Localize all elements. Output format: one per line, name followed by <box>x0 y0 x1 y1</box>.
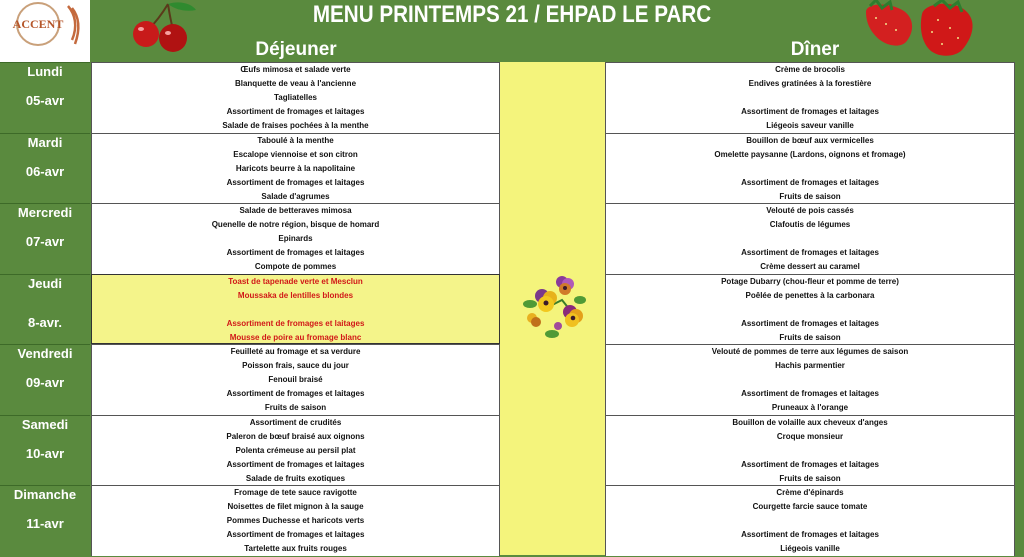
lunch-cell <box>91 62 500 133</box>
day-name: Samedi <box>21 416 69 432</box>
dinner-dish: Poêlée de penettes à la carbonara <box>745 290 875 300</box>
dinner-dish: Hachis parmentier <box>775 361 845 371</box>
lunch-dish: Polenta crémeuse au persil plat <box>235 445 356 455</box>
lunch-dish: Poisson frais, sauce du jour <box>242 361 349 371</box>
day-date: 09-avr <box>25 375 65 390</box>
dinner-dish: Liégeois vanille <box>780 544 840 554</box>
logo-text: ACCENT <box>12 17 64 31</box>
dinner-cell <box>605 485 1015 556</box>
dinner-dish: Crème d'épinards <box>776 488 844 497</box>
lunch-dish: Tartelette aux fruits rouges <box>244 544 347 554</box>
dinner-dish: Pruneaux à l'orange <box>771 403 849 413</box>
lunch-dish: Assortiment de fromages et laitages <box>226 459 365 469</box>
lunch-dish: Epinards <box>278 234 313 244</box>
day-label-vendredi <box>0 344 90 416</box>
middle-column <box>500 62 606 555</box>
dinner-dish: Omelette paysanne (Lardons, oignons et fromage) <box>714 149 906 159</box>
lunch-dish: Salade de fraises pochées à la menthe <box>222 121 369 131</box>
lunch-dish: Haricots beurre à la napolitaine <box>235 163 356 173</box>
lunch-dish: Fromage de tete sauce ravigotte <box>234 488 357 497</box>
dinner-dish: Crème dessert au caramel <box>760 262 860 272</box>
lunch-cell <box>91 344 500 415</box>
dinner-dish <box>606 91 1014 105</box>
lunch-dish: Assortiment de fromages et laitages <box>226 177 365 187</box>
day-date: 06-avr <box>25 163 65 179</box>
page-title: MENU PRINTEMPS 21 / EHPAD LE PARC <box>312 1 712 28</box>
lunch-dish: Assortiment de fromages et laitages <box>226 107 365 117</box>
day-name: Jeudi <box>28 275 62 291</box>
dinner-dish <box>606 444 1014 458</box>
dinner-dish: Assortiment de fromages et laitages <box>741 530 879 540</box>
dinner-dish: Potage Dubarry (chou-fleur et pomme de terre) <box>721 276 899 286</box>
dinner-dish: Liégeois saveur vanille <box>766 121 854 131</box>
lunch-dish: Assortiment de fromages et laitages <box>226 248 365 258</box>
dinner-dish: Fruits de saison <box>779 473 841 483</box>
lunch-dish: Salade d'agrumes <box>261 191 330 201</box>
lunch-cell <box>91 274 500 345</box>
day-label-mardi <box>0 133 90 205</box>
dinner-cell <box>605 415 1015 486</box>
day-label-lundi <box>0 62 90 134</box>
lunch-dish: Pommes Duchesse et haricots verts <box>226 516 365 526</box>
day-date: 11-avr <box>26 516 64 531</box>
lunch-cell <box>91 485 500 556</box>
lunch-dish: Toast de tapenade verte et Mesclun <box>228 276 363 286</box>
day-date: 07-avr <box>25 234 65 249</box>
lunch-cell <box>91 133 500 204</box>
dinner-dish: Clafoutis de légumes <box>769 220 851 230</box>
lunch-dish: Moussaka de lentilles blondes <box>237 290 354 300</box>
lunch-dish: Assortiment de fromages et laitages <box>226 389 365 399</box>
lunch-dish: Mousse de poire au fromage blanc <box>229 332 362 342</box>
dinner-dish: Bouillon de bœuf aux vermicelles <box>746 135 874 145</box>
day-label-samedi <box>0 415 90 487</box>
lunch-dish: Feuilleté au fromage et sa verdure <box>230 347 361 356</box>
lunch-cell <box>91 203 500 274</box>
lunch-dish: Quenelle de notre région, bisque de homard <box>211 220 380 230</box>
dinner-dish: Assortiment de fromages et laitages <box>741 107 879 117</box>
dinner-cell <box>605 62 1015 133</box>
lunch-dish: Escalope viennoise et son citron <box>233 149 358 159</box>
dinner-dish: Fruits de saison <box>779 191 841 201</box>
dinner-dish: Bouillon de volaille aux cheveux d'anges <box>732 417 888 427</box>
lunch-dish: Taboulé à la menthe <box>257 135 334 145</box>
day-label-jeudi <box>0 274 90 346</box>
lunch-dish: Salade de betteraves mimosa <box>239 206 352 215</box>
lunch-dish: Fenouil braisé <box>268 375 323 385</box>
lunch-dish: Compote de pommes <box>254 262 337 272</box>
lunch-dish: Œufs mimosa et salade verte <box>240 65 351 74</box>
lunch-dish: Assortiment de crudités <box>249 417 342 427</box>
day-label-mercredi <box>0 203 90 275</box>
dinner-dish: Fruits de saison <box>779 332 841 342</box>
lunch-dish: Noisettes de filet mignon à la sauge <box>227 502 364 512</box>
day-date: 8-avr. <box>28 314 62 330</box>
dinner-dish: Endives gratinées à la forestière <box>748 79 872 89</box>
dinner-cell <box>605 344 1015 415</box>
lunch-dish: Blanquette de veau à l'ancienne <box>234 79 357 89</box>
lunch-dish: Tagliatelles <box>274 93 317 103</box>
lunch-dish: Assortiment de fromages et laitages <box>226 530 365 540</box>
lunch-dish: Fruits de saison <box>264 403 327 413</box>
dinner-header: Dîner <box>790 39 840 60</box>
dinner-dish <box>606 232 1014 246</box>
lunch-dish: Paleron de bœuf braisé aux oignons <box>226 431 365 441</box>
dinner-dish <box>606 514 1014 528</box>
lunch-header: Déjeuner <box>255 39 337 60</box>
day-name: Dimanche <box>13 487 77 502</box>
dinner-dish <box>606 162 1014 176</box>
day-date: 10-avr <box>25 445 65 461</box>
day-label-dimanche <box>0 485 90 557</box>
dinner-dish: Assortiment de fromages et laitages <box>741 389 879 399</box>
pansy-flowers-icon <box>522 270 588 342</box>
dinner-dish: Assortiment de fromages et laitages <box>741 318 879 328</box>
day-name: Mercredi <box>17 205 73 220</box>
day-name: Vendredi <box>17 346 73 361</box>
lunch-dish <box>92 303 499 317</box>
dinner-cell <box>605 203 1015 274</box>
dinner-dish: Croque monsieur <box>776 431 844 441</box>
dinner-dish: Courgette farcie sauce tomate <box>752 502 868 512</box>
dinner-dish: Velouté de pommes de terre aux légumes de saison <box>711 347 909 356</box>
dinner-dish: Assortiment de fromages et laitages <box>741 248 879 258</box>
dinner-dish: Assortiment de fromages et laitages <box>741 177 879 187</box>
dinner-dish: Assortiment de fromages et laitages <box>741 459 879 469</box>
day-name: Lundi <box>27 64 63 79</box>
dinner-dish: Crème de brocolis <box>775 65 845 74</box>
day-date: 05-avr <box>25 93 65 108</box>
dinner-dish <box>606 373 1014 387</box>
dinner-dish <box>606 303 1014 317</box>
lunch-cell <box>91 415 500 486</box>
dinner-cell <box>605 274 1015 345</box>
dinner-cell <box>605 133 1015 204</box>
day-name: Mardi <box>27 134 63 150</box>
lunch-dish: Salade de fruits exotiques <box>245 473 346 483</box>
lunch-dish: Assortiment de fromages et laitages <box>226 318 365 328</box>
dinner-dish: Velouté de pois cassés <box>766 206 854 215</box>
